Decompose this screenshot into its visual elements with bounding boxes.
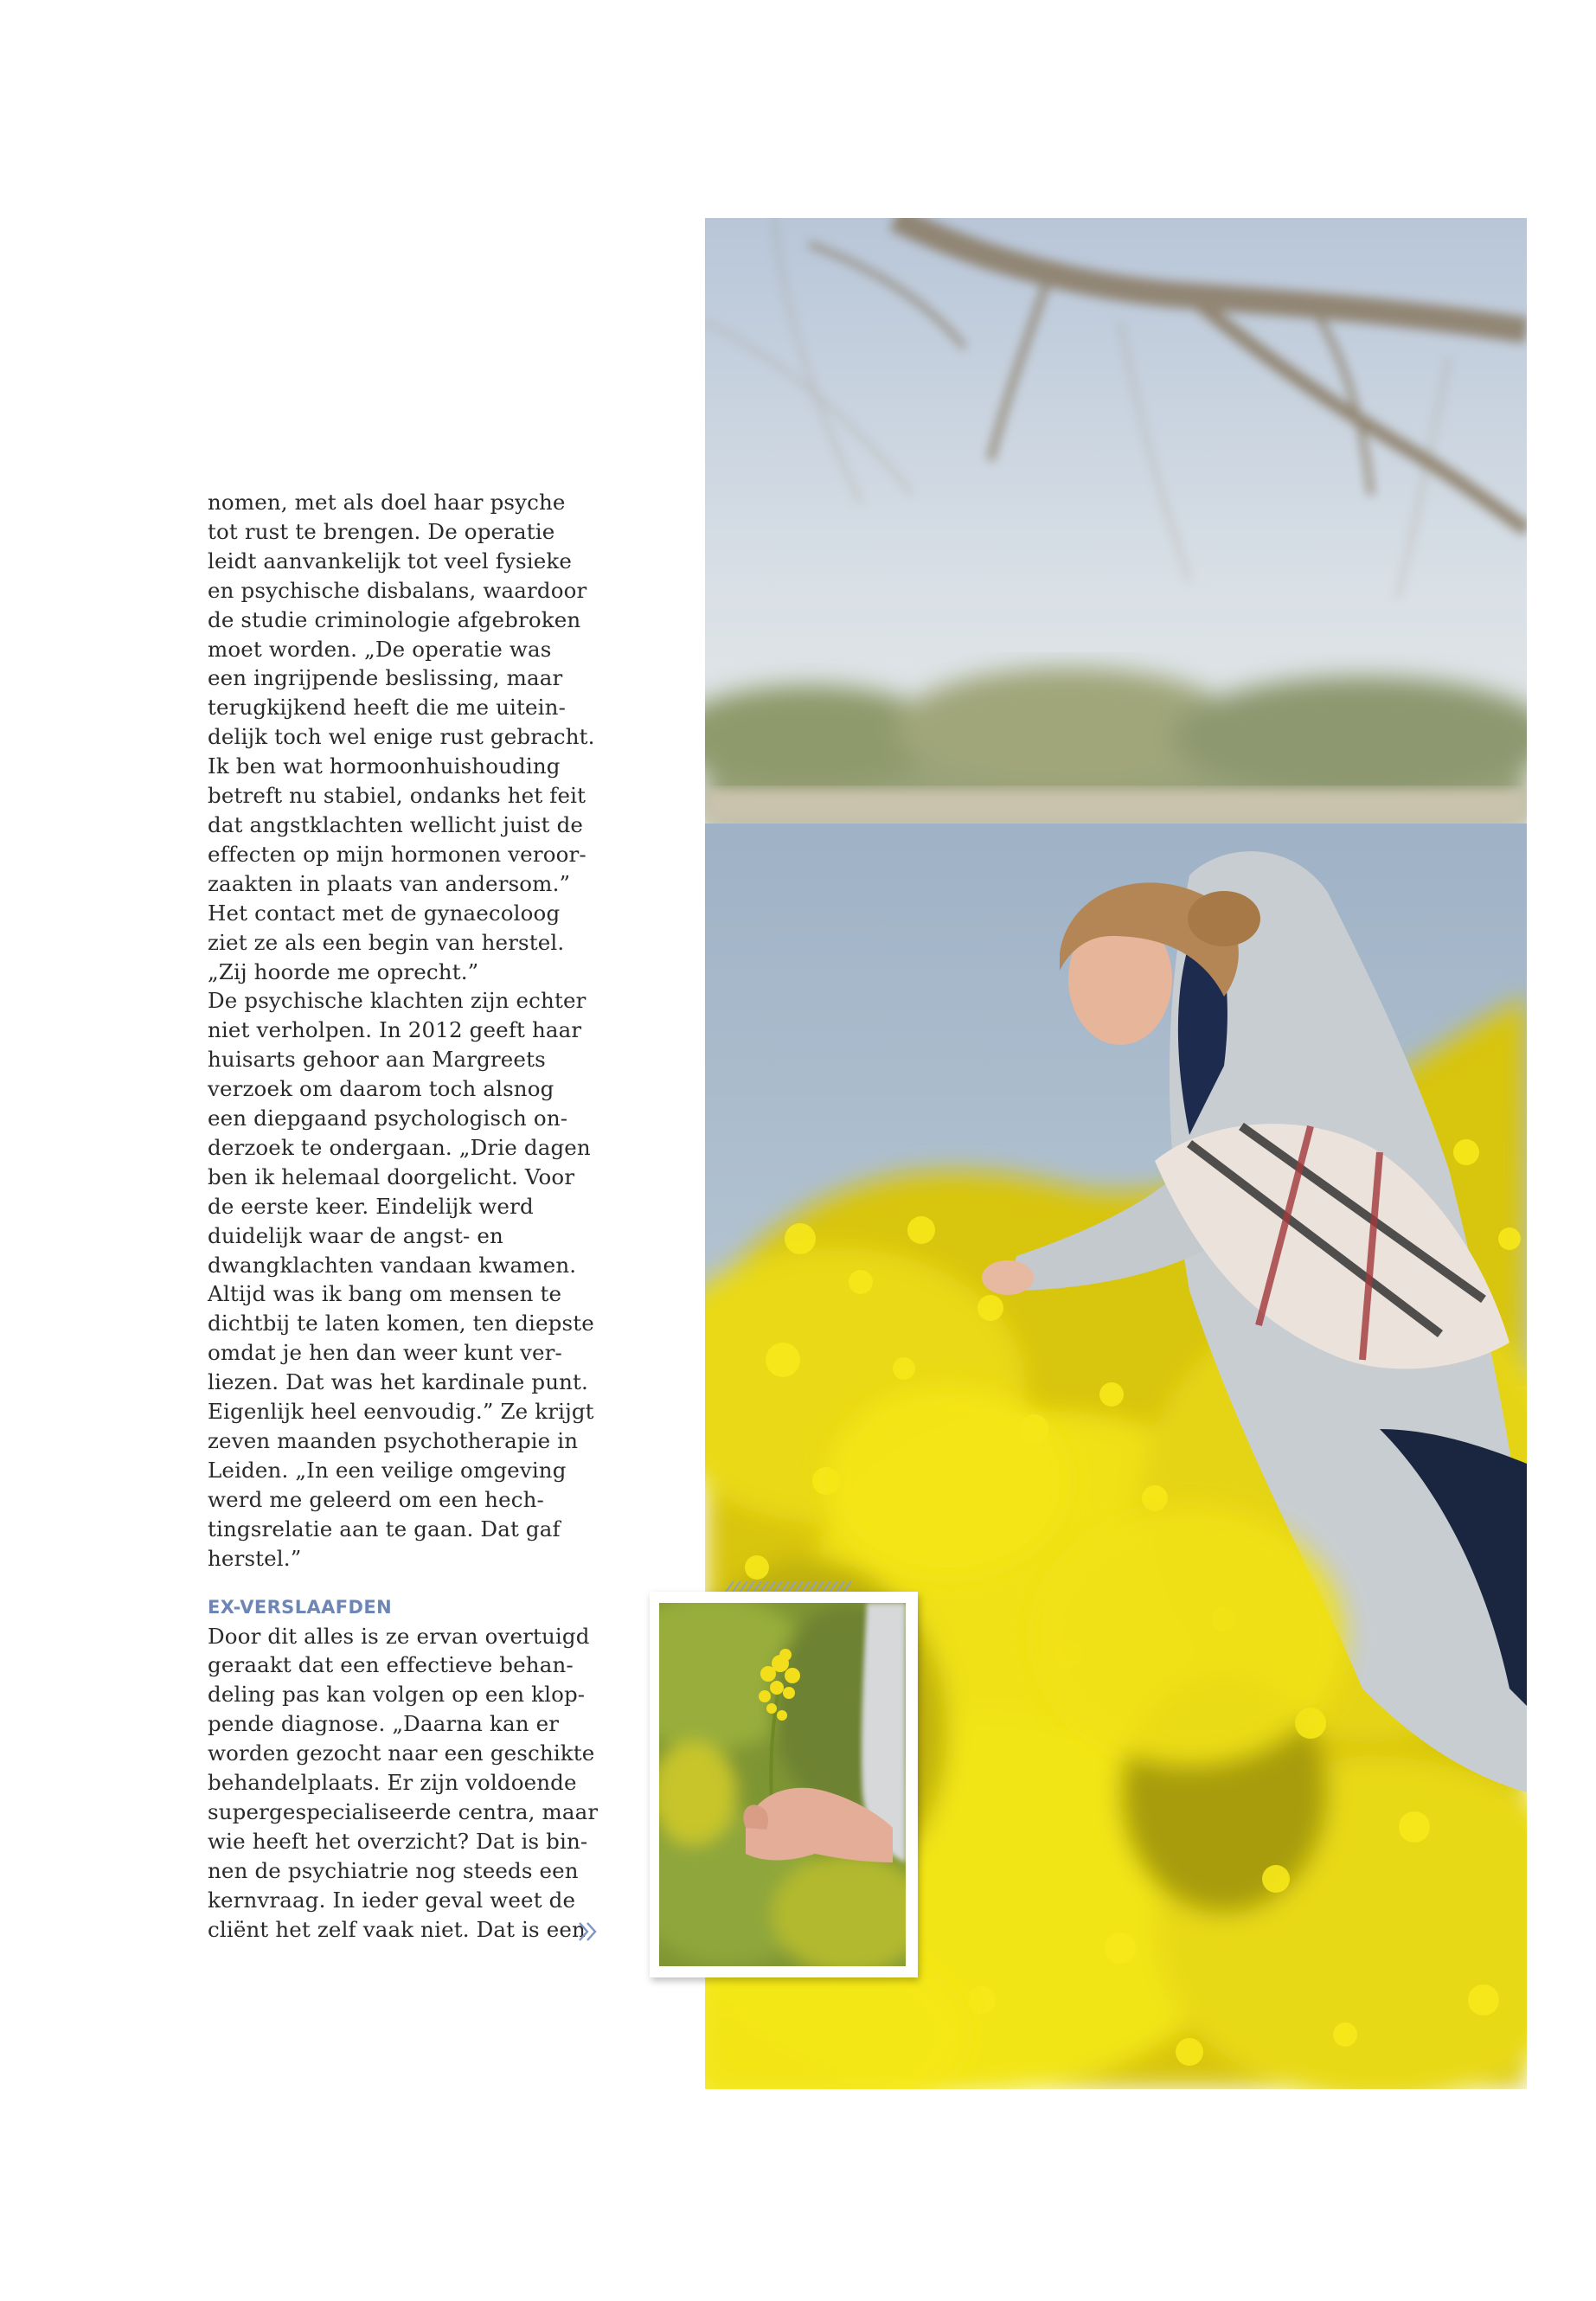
text-line: Eigenlijk heel eenvoudig.” Ze krijgt bbox=[208, 1399, 594, 1425]
text-line: moet worden. „De operatie was bbox=[208, 636, 552, 662]
text-line: cliënt het zelf vaak niet. Dat is een bbox=[208, 1916, 586, 1942]
text-line: leidt aanvankelijk tot veel fysieke bbox=[208, 548, 573, 574]
text-line: De psychische klachten zijn echter bbox=[208, 988, 586, 1014]
article-paragraph-2 bbox=[208, 1622, 599, 1945]
text-line: Door dit alles is ze ervan overtuigd bbox=[208, 1623, 590, 1649]
text-line: geraakt dat een effectieve behan- bbox=[208, 1652, 574, 1678]
text-line: delijk toch wel enige rust gebracht. bbox=[208, 724, 595, 750]
text-line: liezen. Dat was het kardinale punt. bbox=[208, 1369, 588, 1395]
text-line: een diepgaand psychologisch on- bbox=[208, 1106, 568, 1131]
text-line: behandelplaats. Er zijn voldoende bbox=[208, 1770, 577, 1796]
text-line: huisarts gehoor aan Margreets bbox=[208, 1047, 546, 1073]
text-line: de studie criminologie afgebroken bbox=[208, 606, 581, 632]
text-line: deling pas kan volgen op een klop- bbox=[208, 1682, 586, 1708]
text-line: Ik ben wat hormoonhuishouding bbox=[208, 753, 561, 779]
text-line: en psychische disbalans, waardoor bbox=[208, 577, 587, 603]
text-line: een ingrijpende beslissing, maar bbox=[208, 665, 563, 691]
article-text-column bbox=[208, 488, 599, 1945]
text-line: tingsrelatie aan te gaan. Dat gaf bbox=[208, 1516, 561, 1541]
text-line: kernvraag. In ieder geval weet de bbox=[208, 1887, 576, 1913]
text-line: duidelijk waar de angst- en bbox=[208, 1222, 503, 1248]
article-paragraph-1 bbox=[208, 488, 595, 1574]
text-line: nen de psychiatrie nog steeds een bbox=[208, 1857, 579, 1883]
text-line: herstel.” bbox=[208, 1545, 302, 1571]
text-line: effecten op mijn hormonen veroor- bbox=[208, 841, 586, 867]
text-line: nomen, met als doel haar psyche bbox=[208, 490, 566, 515]
section-subheading: EX-VERSLAAFDEN bbox=[208, 1596, 393, 1618]
text-line: ziet ze als een begin van herstel. bbox=[208, 929, 565, 955]
text-line: wie heeft het overzicht? Dat is bin- bbox=[208, 1828, 588, 1854]
text-line: betreft nu stabiel, ondanks het feit bbox=[208, 783, 586, 809]
text-line: derzoek te ondergaan. „Drie dagen bbox=[208, 1134, 591, 1160]
text-line: Leiden. „In een veilige omgeving bbox=[208, 1457, 567, 1483]
text-line: de eerste keer. Eindelijk werd bbox=[208, 1193, 534, 1219]
text-line: tot rust te brengen. De operatie bbox=[208, 518, 555, 544]
double-chevron-right-icon[interactable] bbox=[576, 1920, 600, 1944]
text-line: verzoek om daarom toch alsnog bbox=[208, 1076, 554, 1102]
text-line: zeven maanden psychotherapie in bbox=[208, 1428, 579, 1453]
text-line: supergespecialiseerde centra, maar bbox=[208, 1798, 599, 1824]
text-line: pende diagnose. „Daarna kan er bbox=[208, 1711, 560, 1737]
text-line: Het contact met de gynaecoloog bbox=[208, 900, 561, 926]
text-line: zaakten in plaats van andersom.” bbox=[208, 870, 571, 896]
text-line: dat angstklachten wellicht juist de bbox=[208, 811, 584, 837]
text-line: ben ik helemaal doorgelicht. Voor bbox=[208, 1163, 575, 1189]
text-line: „Zij hoorde me oprecht.” bbox=[208, 958, 479, 984]
text-line: worden gezocht naar een geschikte bbox=[208, 1740, 595, 1766]
inset-photo-hand-with-flower bbox=[659, 1603, 906, 1966]
text-line: werd me geleerd om een hech- bbox=[208, 1486, 544, 1512]
inset-photo-frame bbox=[650, 1592, 918, 1977]
text-line: niet verholpen. In 2012 geeft haar bbox=[208, 1017, 582, 1043]
text-line: omdat je hen dan weer kunt ver- bbox=[208, 1340, 562, 1366]
text-line: Altijd was ik bang om mensen te bbox=[208, 1281, 562, 1307]
text-line: terugkijkend heeft die me uitein- bbox=[208, 695, 566, 721]
text-line: dwangklachten vandaan kwamen. bbox=[208, 1252, 577, 1278]
text-line: dichtbij te laten komen, ten diepste bbox=[208, 1311, 594, 1336]
